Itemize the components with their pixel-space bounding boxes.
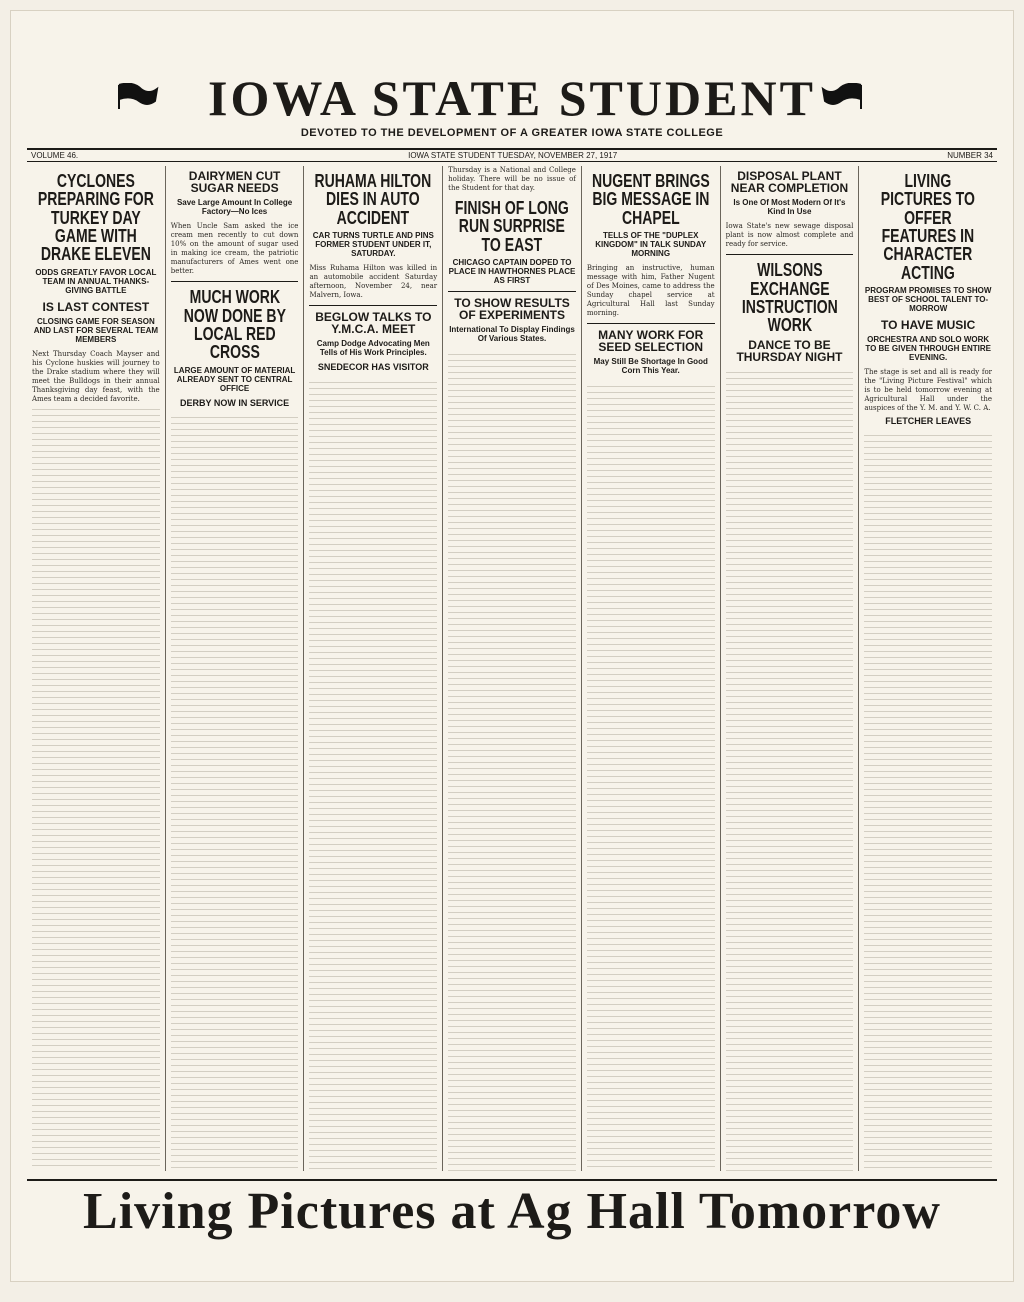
- flag-icon: [821, 83, 865, 111]
- deck: PROGRAM PROMISES TO SHOW BEST OF SCHOOL TALENT TO-MORROW: [864, 286, 992, 314]
- article-lines: [32, 404, 160, 1171]
- deck: TELLS OF THE "DUPLEX KINGDOM" IN TALK SUNDAY MORNING: [595, 231, 707, 259]
- headline: DAIRYMEN CUT SUGAR NEEDS: [188, 169, 281, 196]
- column-5: [582, 166, 721, 1171]
- deck: CHICAGO CAPTAIN DOPED TO PLACE IN HAWTHORNES PLACE AS FIRST: [448, 257, 576, 285]
- divider: [726, 254, 854, 255]
- column-2: [166, 166, 305, 1171]
- deck: ODDS GREATLY FAVOR LOCAL TEAM IN ANNUAL THANKS-GIVING BATTLE: [35, 267, 157, 295]
- deck: ORCHESTRA AND SOLO WORK TO BE GIVEN THROUGH ENTIRE EVENING.: [865, 335, 991, 363]
- masthead-subtitle: DEVOTED TO THE DEVELOPMENT OF A GREATER IOWA STATE COLLEGE: [300, 127, 724, 139]
- article-lines: [448, 349, 576, 1171]
- article-text: When Uncle Sam asked the ice cream men recently to cut down 10% on the amount of sugar used in making ice cream, the patriotic manufacturers of Ames went one better.: [170, 222, 299, 276]
- article-text: Next Thursday Coach Mayser and his Cyclone huskies will journey to the Drake stadium where they will meet the Bulldogs in their annual Thanksgiving day feast, with the Ames team a decided favorite.: [32, 350, 160, 403]
- divider: [171, 281, 299, 282]
- volume-label: VOLUME 46.: [31, 151, 79, 160]
- headline: BEGLOW TALKS TO Y.M.C.A. MEET: [315, 309, 432, 337]
- subhead: TO HAVE MUSIC: [881, 318, 976, 333]
- divider: [587, 323, 715, 324]
- deck: LARGE AMOUNT OF MATERIAL ALREADY SENT TO CENTRAL OFFICE: [173, 365, 296, 393]
- number-label: NUMBER 34: [947, 151, 993, 160]
- column-6: [721, 166, 860, 1171]
- deck: Save Large Amount In College Factory—No Ices: [176, 198, 293, 217]
- front-page-banner: Living Pictures at Ag Hall Tomorrow: [27, 1179, 997, 1241]
- column-3: [304, 166, 443, 1171]
- article-lines: [864, 430, 992, 1171]
- subhead: SNEDECOR HAS VISITOR: [317, 362, 429, 373]
- subhead: DERBY NOW IN SERVICE: [179, 397, 290, 408]
- article-lines: [726, 367, 854, 1171]
- article-text: Bringing an instructive, human message with him, Father Nugent of Des Moines, came to address the Sunday chapel service at Agricultural Hall last Sunday morning.: [586, 264, 715, 317]
- date-label: IOWA STATE STUDENT TUESDAY, NOVEMBER 27, 1917: [408, 151, 618, 160]
- subhead: IS LAST CONTEST: [42, 299, 150, 314]
- headline: LIVING PICTURES TO OFFER FEATURES IN CHARACTER ACTING: [881, 171, 976, 283]
- article-text: Miss Ruhama Hilton was killed in an automobile accident Saturday afternoon, November 24, near Malvern, Iowa.: [309, 264, 438, 299]
- column-7: [859, 166, 997, 1171]
- masthead: [11, 11, 1013, 139]
- article-lines: [309, 377, 437, 1171]
- article-text: Thursday is a National and College holiday. There will be no issue of the Student for that day.: [448, 166, 576, 192]
- subhead: DANCE TO BE THURSDAY NIGHT: [736, 337, 843, 364]
- headline: WILSONS EXCHANGE INSTRUCTION WORK: [741, 260, 838, 336]
- headline: FINISH OF LONG RUN SURPRISE TO EAST: [455, 197, 569, 255]
- headline: MUCH WORK NOW DONE BY LOCAL RED CROSS: [183, 287, 286, 363]
- headline: TO SHOW RESULTS OF EXPERIMENTS: [454, 295, 570, 323]
- headline: RUHAMA HILTON DIES IN AUTO ACCIDENT: [314, 171, 432, 228]
- headline: DISPOSAL PLANT NEAR COMPLETION: [730, 169, 849, 196]
- divider: [309, 305, 437, 306]
- deck: CAR TURNS TURTLE AND PINS FORMER STUDENT UNDER IT, SATURDAY.: [312, 231, 434, 259]
- column-4: [443, 166, 582, 1171]
- article-text: The stage is set and all is ready for the "Living Picture Festival" which is to be held tomorrow evening at Agricultural Hall under the auspices of the Y. M. and Y. W. C. A.: [864, 368, 993, 413]
- deck: May Still Be Shortage In Good Corn This Year.: [593, 357, 708, 376]
- headline: CYCLONES PREPARING FOR TURKEY DAY GAME WITH DRAKE ELEVEN: [37, 171, 154, 265]
- subhead: FLETCHER LEAVES: [885, 416, 972, 427]
- article-text: Iowa State's new sewage disposal plant is now almost complete and ready for service.: [725, 222, 854, 249]
- headline: MANY WORK FOR SEED SELECTION: [598, 327, 704, 355]
- headline: NUGENT BRINGS BIG MESSAGE IN CHAPEL: [591, 171, 710, 228]
- divider: [448, 291, 576, 292]
- deck: Camp Dodge Advocating Men Tells of His Work Principles.: [316, 339, 430, 358]
- deck: Is One Of Most Modern Of It's Kind In Use: [733, 198, 846, 217]
- columns: [27, 166, 997, 1171]
- article-lines: [587, 381, 715, 1171]
- deck: CLOSING GAME FOR SEASON AND LAST FOR SEVERAL TEAM MEMBERS: [33, 317, 159, 345]
- newspaper-page: [10, 10, 1014, 1282]
- deck: International To Display Findings Of Various States.: [449, 325, 575, 344]
- page-title: IOWA STATE STUDENT: [208, 70, 816, 126]
- dateline: [27, 148, 997, 162]
- article-lines: [171, 412, 299, 1171]
- column-1: [27, 166, 166, 1171]
